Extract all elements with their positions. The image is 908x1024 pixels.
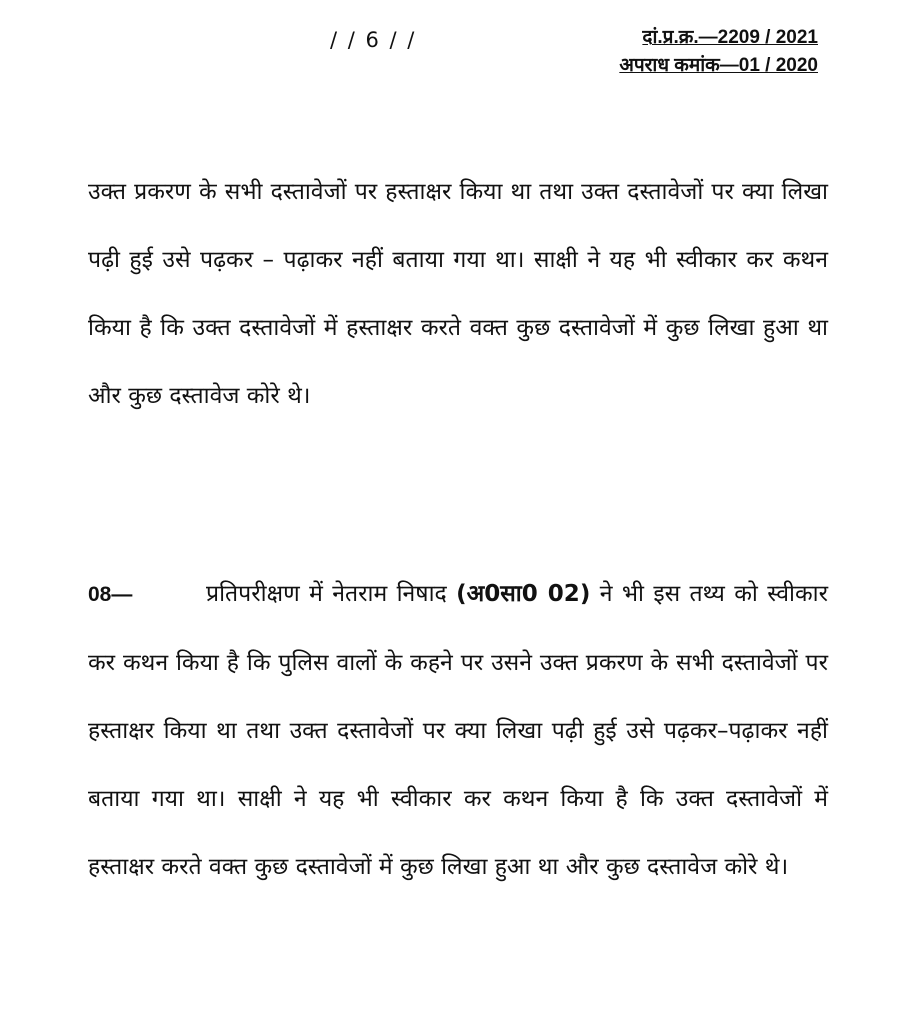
paragraph-2-text-start: प्रतिपरीक्षण में नेतराम निषाद [206, 581, 457, 607]
case-number: दां.प्र.क्र.—2209 / 2021 [642, 27, 818, 48]
paragraph-1: उक्त प्रकरण के सभी दस्तावेजों पर हस्ताक्षर किया था तथा उक्त दस्तावेजों पर क्या लिखा पढ़ी हुई उसे पढ़कर – पढ़ाकर नहीं बताया गया था। साक्षी ने यह भी स्वीकार कर कथन किया है कि उक्त दस्तावेजों में हस्ताक्षर करते वक्त कुछ दस्तावेजों में कुछ लिखा हुआ था और कुछ दस्तावेज कोरे थे। [88, 179, 828, 409]
crime-number: अपराध कमांक—01 / 2020 [619, 55, 818, 76]
paragraph-number: 08— [88, 583, 133, 606]
paragraph-2-text-end: ने भी इस तथ्य को स्वीकार कर कथन किया है कि पुलिस वालों के कहने पर उसने उक्त प्रकरण के सभी दस्तावेजों पर हस्ताक्षर किया था तथा उक्त दस्तावेजों पर क्या लिखा पढ़ी हुई उसे पढ़कर–पढ़ाकर नहीं बताया गया था। साक्षी ने यह भी स्वीकार कर कथन किया है कि उक्त दस्तावेजों में हस्ताक्षर करते वक्त कुछ दस्तावेजों में कुछ लिखा हुआ था और कुछ दस्तावेज कोरे थे। [88, 581, 828, 880]
page-number: / / 6 / / [330, 28, 417, 52]
paragraph-2 [88, 560, 828, 901]
case-reference-block [560, 24, 818, 80]
witness-reference: (अ0सा0 02) [456, 581, 591, 607]
